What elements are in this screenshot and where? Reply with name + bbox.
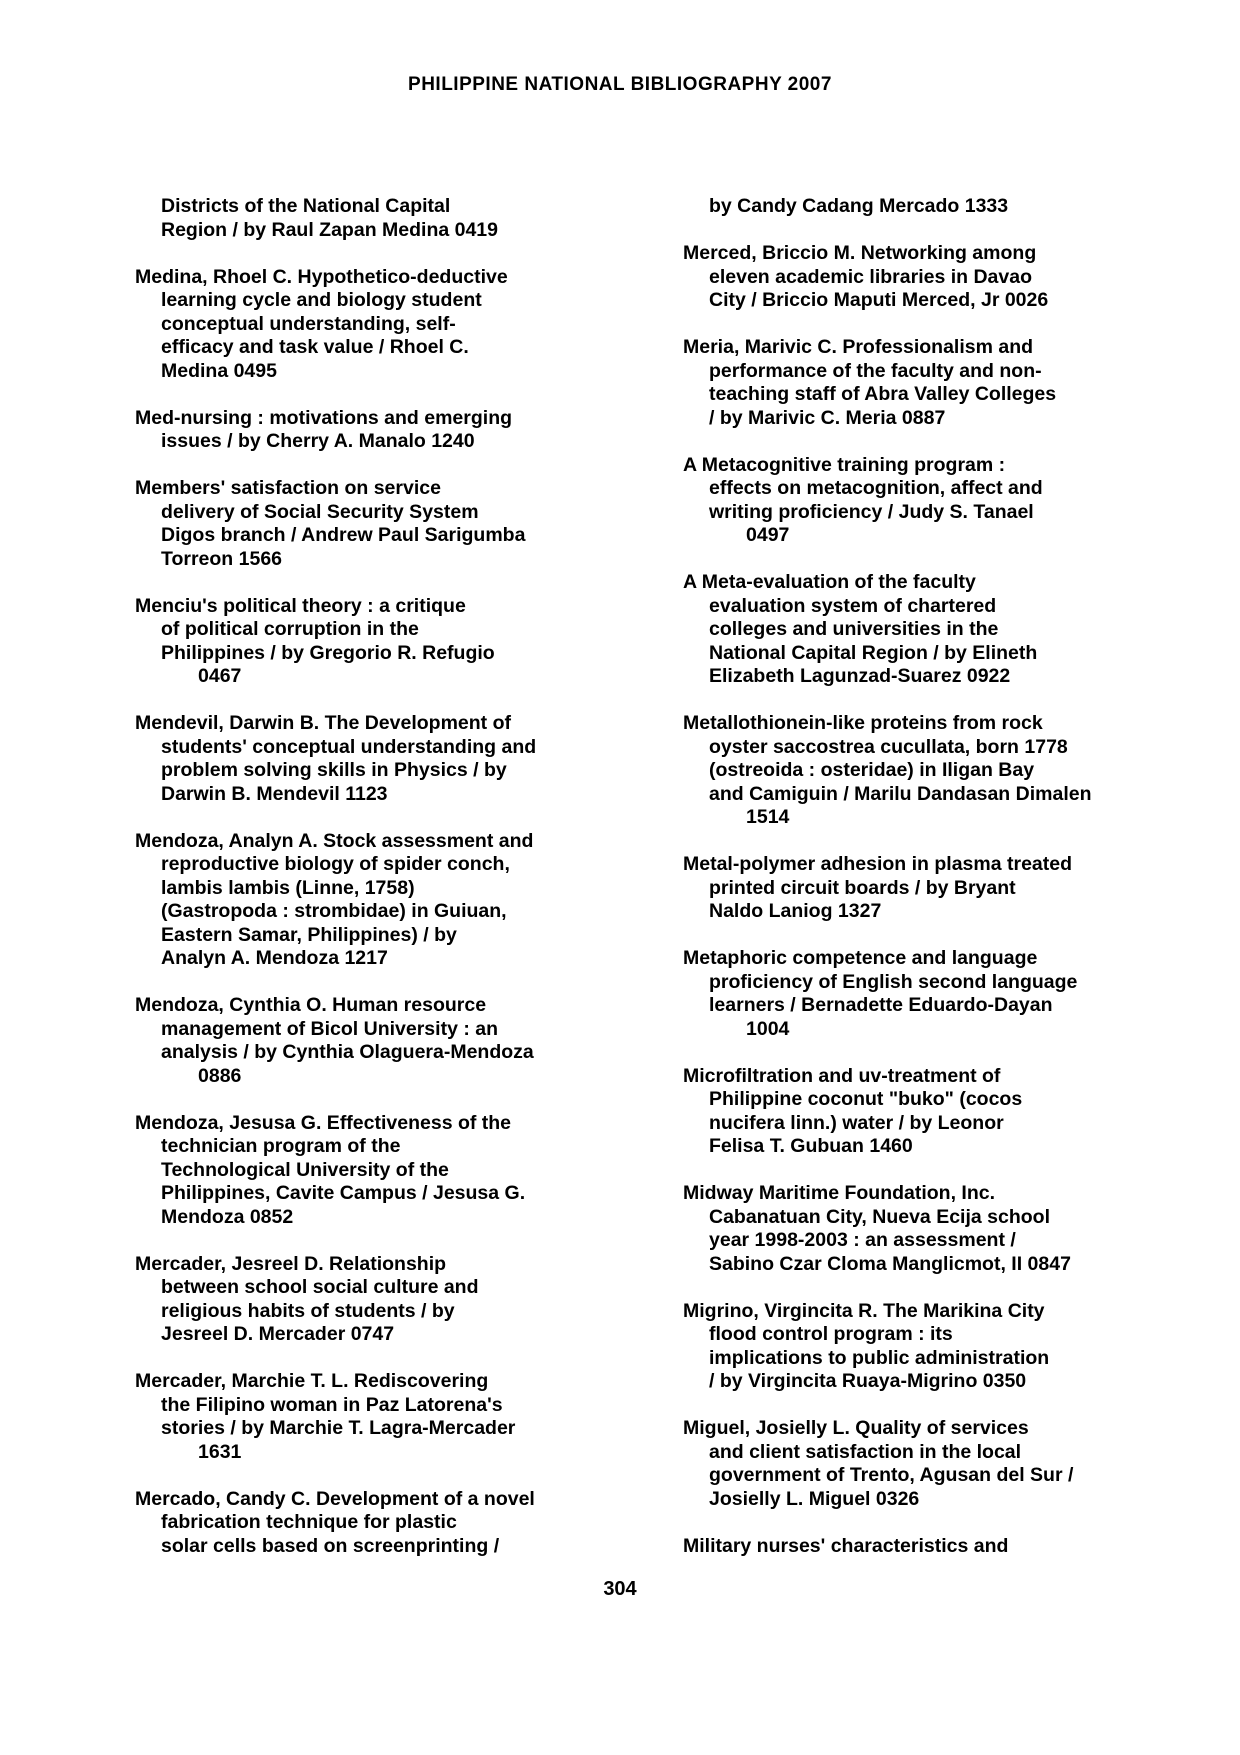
entry-line: 1631 xyxy=(198,1440,242,1463)
entry-line: Torreon 1566 xyxy=(161,547,283,570)
bibliography-entry xyxy=(683,195,1203,219)
entry-line: and Camiguin / Marilu Dandasan Dimalen xyxy=(709,782,1092,805)
bibliography-entry xyxy=(135,712,655,806)
entry-line: 0886 xyxy=(198,1064,242,1087)
entry-line: efficacy and task value / Rhoel C. xyxy=(161,336,469,358)
entry-line: Metal-polymer adhesion in plasma treated xyxy=(683,853,1073,875)
entry-line: Technological University of the xyxy=(161,1158,449,1181)
entry-line: Mendoza, Cynthia O. Human resource xyxy=(135,994,487,1016)
entry-line: problem solving skills in Physics / by xyxy=(161,759,507,781)
entry-line: writing proficiency / Judy S. Tanael xyxy=(709,500,1034,523)
entry-line: implications to public administration xyxy=(709,1346,1050,1369)
entry-line: Jesreel D. Mercader 0747 xyxy=(161,1323,395,1345)
entry-line: students' conceptual understanding and xyxy=(161,735,537,758)
bibliography-entry xyxy=(683,712,1203,830)
bibliography-entry xyxy=(135,266,655,384)
bibliography-entry xyxy=(135,994,655,1088)
entry-line: A Meta-evaluation of the faculty xyxy=(683,571,976,593)
entry-line: analysis / by Cynthia Olaguera-Mendoza xyxy=(161,1041,534,1063)
bibliography-entry xyxy=(683,336,1203,430)
entry-line: proficiency of English second language xyxy=(709,970,1078,993)
entry-line: year 1998-2003 : an assessment / xyxy=(709,1229,1016,1251)
entry-line: Metallothionein-like proteins from rock xyxy=(683,712,1043,734)
entry-line: conceptual understanding, self- xyxy=(161,312,456,335)
entry-line: fabrication technique for plastic xyxy=(161,1511,457,1533)
left-column xyxy=(135,195,655,1582)
entry-line: Cabanatuan City, Nueva Ecija school xyxy=(709,1205,1050,1228)
entry-line: Mendoza 0852 xyxy=(161,1205,294,1228)
entry-line: delivery of Social Security System xyxy=(161,500,479,523)
entry-line: Members' satisfaction on service xyxy=(135,477,441,499)
entry-line: Philippine coconut "buko" (cocos xyxy=(709,1088,1023,1110)
entry-line: effects on metacognition, affect and xyxy=(709,477,1043,499)
entry-line: printed circuit boards / by Bryant xyxy=(709,876,1016,899)
entry-line: solar cells based on screenprinting / xyxy=(161,1534,500,1557)
entry-line: the Filipino woman in Paz Latorena's xyxy=(161,1393,503,1416)
bibliography-entry xyxy=(135,595,655,689)
running-header: PHILIPPINE NATIONAL BIBLIOGRAPHY 2007 xyxy=(408,74,832,95)
bibliography-entry xyxy=(135,477,655,571)
entry-line: Metaphoric competence and language xyxy=(683,947,1038,969)
entry-line: Region / by Raul Zapan Medina 0419 xyxy=(161,218,498,241)
entry-line: nucifera linn.) water / by Leonor xyxy=(709,1111,1004,1134)
bibliography-entry xyxy=(135,1112,655,1230)
bibliography-entry xyxy=(683,1535,1203,1559)
entry-line: Mercado, Candy C. Development of a novel xyxy=(135,1487,535,1510)
bibliography-entry xyxy=(135,1370,655,1464)
entry-line: Sabino Czar Cloma Manglicmot, II 0847 xyxy=(709,1252,1071,1275)
bibliography-entry xyxy=(135,1253,655,1347)
entry-line: A Metacognitive training program : xyxy=(683,453,1006,476)
entry-line: Philippines, Cavite Campus / Jesusa G. xyxy=(161,1182,526,1204)
entry-line: Medina 0495 xyxy=(161,359,277,382)
entry-line: Felisa T. Gubuan 1460 xyxy=(709,1135,913,1157)
entry-line: 0497 xyxy=(746,524,790,546)
entry-line: City / Briccio Maputi Merced, Jr 0026 xyxy=(709,289,1049,311)
entry-line: reproductive biology of spider conch, xyxy=(161,853,510,875)
entry-line: Meria, Marivic C. Professionalism and xyxy=(683,336,1034,358)
entry-line: Menciu's political theory : a critique xyxy=(135,594,466,617)
entry-line: Philippines / by Gregorio R. Refugio xyxy=(161,641,495,664)
entry-line: Josielly L. Miguel 0326 xyxy=(709,1487,920,1510)
entry-line: teaching staff of Abra Valley Colleges xyxy=(709,383,1057,405)
entry-line: Analyn A. Mendoza 1217 xyxy=(161,947,388,969)
entry-line: stories / by Marchie T. Lagra-Mercader xyxy=(161,1417,516,1439)
entry-line: Districts of the National Capital xyxy=(161,195,451,217)
entry-line: learners / Bernadette Eduardo-Dayan xyxy=(709,994,1053,1016)
entry-line: Darwin B. Mendevil 1123 xyxy=(161,782,388,805)
entry-line: issues / by Cherry A. Manalo 1240 xyxy=(161,430,475,452)
entry-line: Eastern Samar, Philippines) / by xyxy=(161,923,457,946)
entry-line: eleven academic libraries in Davao xyxy=(709,265,1033,288)
entry-line: National Capital Region / by Elineth xyxy=(709,641,1038,664)
entry-line: Mendoza, Jesusa G. Effectiveness of the xyxy=(135,1111,512,1134)
entry-line: evaluation system of chartered xyxy=(709,594,997,617)
entry-line: Mendevil, Darwin B. The Development of xyxy=(135,712,511,734)
entry-line: 1004 xyxy=(746,1017,790,1040)
entry-line: Mercader, Marchie T. L. Rediscovering xyxy=(135,1370,489,1392)
right-column xyxy=(683,195,1203,1582)
entry-line: Mendoza, Analyn A. Stock assessment and xyxy=(135,829,534,852)
entry-line: (Gastropoda : strombidae) in Guiuan, xyxy=(161,900,507,922)
entry-line: Microfiltration and uv-treatment of xyxy=(683,1064,1001,1087)
entry-line: (ostreoida : osteridae) in Iligan Bay xyxy=(709,759,1035,781)
entry-line: Merced, Briccio M. Networking among xyxy=(683,242,1037,264)
entry-line: Midway Maritime Foundation, Inc. xyxy=(683,1182,996,1204)
bibliography-entry xyxy=(683,1182,1203,1276)
entry-line: Elizabeth Lagunzad-Suarez 0922 xyxy=(709,665,1011,687)
bibliography-entry xyxy=(683,947,1203,1041)
entry-line: management of Bicol University : an xyxy=(161,1017,498,1040)
entry-line: / by Virgincita Ruaya-Migrino 0350 xyxy=(709,1370,1027,1392)
entry-line: of political corruption in the xyxy=(161,618,419,640)
entry-line: Mercader, Jesreel D. Relationship xyxy=(135,1252,447,1275)
bibliography-entry xyxy=(683,1417,1203,1511)
bibliography-entry xyxy=(683,1300,1203,1394)
bibliography-entry xyxy=(135,195,655,242)
bibliography-entry xyxy=(135,830,655,971)
entry-line: Miguel, Josielly L. Quality of services xyxy=(683,1417,1029,1439)
entry-line: religious habits of students / by xyxy=(161,1299,455,1322)
bibliography-entry xyxy=(683,853,1203,924)
entry-line: performance of the faculty and non- xyxy=(709,359,1042,382)
entry-line: 0467 xyxy=(198,665,242,687)
bibliography-entry xyxy=(683,454,1203,548)
bibliography-entry xyxy=(683,242,1203,313)
entry-line: flood control program : its xyxy=(709,1323,953,1345)
entry-line: between school social culture and xyxy=(161,1276,479,1298)
entry-line: and client satisfaction in the local xyxy=(709,1440,1022,1463)
entry-line: Med-nursing : motivations and emerging xyxy=(135,406,513,429)
bibliography-entry xyxy=(135,1488,655,1559)
entry-line: oyster saccostrea cucullata, born 1778 xyxy=(709,735,1068,758)
entry-line: Naldo Laniog 1327 xyxy=(709,900,882,922)
entry-line: Military nurses' characteristics and xyxy=(683,1534,1009,1557)
entry-line: / by Marivic C. Meria 0887 xyxy=(709,406,946,429)
bibliography-entry xyxy=(683,571,1203,689)
bibliography-entry xyxy=(683,1065,1203,1159)
entry-line: Digos branch / Andrew Paul Sarigumba xyxy=(161,524,526,546)
entry-line: technician program of the xyxy=(161,1135,401,1157)
bibliography-entry xyxy=(135,407,655,454)
entry-line: Migrino, Virgincita R. The Marikina City xyxy=(683,1299,1045,1322)
entry-line: by Candy Cadang Mercado 1333 xyxy=(709,195,1009,217)
entry-line: lambis lambis (Linne, 1758) xyxy=(161,876,415,899)
entry-line: government of Trento, Agusan del Sur / xyxy=(709,1464,1074,1486)
entry-line: Medina, Rhoel C. Hypothetico-deductive xyxy=(135,265,508,288)
page-number: 304 xyxy=(603,1578,637,1600)
entry-line: learning cycle and biology student xyxy=(161,289,482,311)
entry-line: 1514 xyxy=(746,806,790,828)
entry-line: colleges and universities in the xyxy=(709,618,999,640)
